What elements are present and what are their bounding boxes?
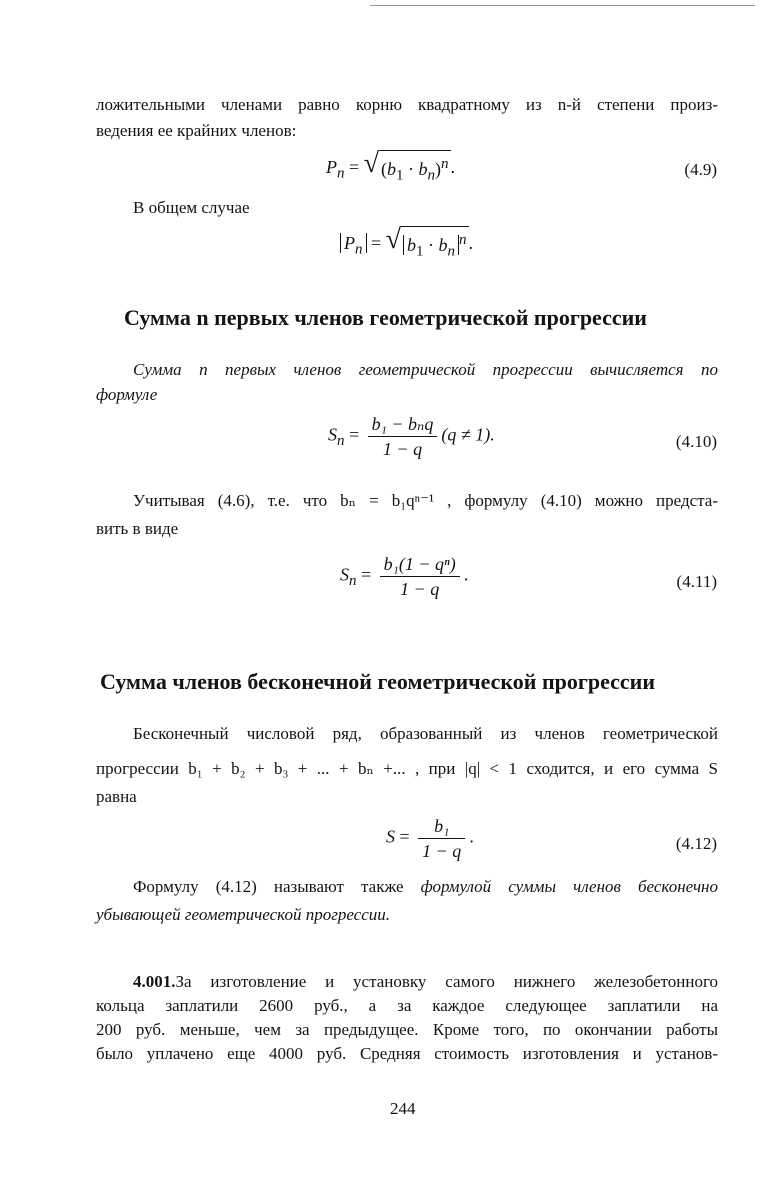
equation-number-4-11: (4.11) [676, 572, 717, 591]
section2-line-3: равна [96, 787, 137, 806]
section-heading-infinite-sum: Сумма членов бесконечной геометрической прогрессии [100, 669, 656, 694]
problem-line-1: 4.001.За изготовление и установку самого нижнего железобетонного [133, 972, 718, 991]
top-rule [370, 5, 755, 6]
general-case-text: В общем случае [133, 198, 250, 217]
section1-italic-line-1: Сумма n первых членов геометрической прогрессии вычисляется по [133, 360, 718, 379]
remark-line-2: убывающей геометрической прогрессии. [96, 905, 390, 924]
intro-line-1: ложительными членами равно корню квадратному из n-й степени произ- [96, 95, 718, 114]
section-heading-sum-n-terms: Сумма n первых членов геометрической прогрессии [124, 305, 647, 330]
problem-line-2: кольца заплатили 2600 руб., а за каждое следующее заплатили на [96, 996, 718, 1015]
problem-line-4: было уплачено еще 4000 руб. Средняя стоимость изготовления и установ- [96, 1044, 718, 1063]
section2-line-1: Бесконечный числовой ряд, образованный из членов геометрической [133, 724, 718, 743]
intro-line-2: ведения ее крайних членов: [96, 121, 297, 140]
page-number: 244 [390, 1099, 416, 1118]
section1-italic-line-2: формуле [96, 385, 158, 404]
formula-4-12: S = $\frac{\text{b₁}}{1 - q}$ . [386, 816, 474, 861]
equation-number-4-12: (4.12) [675, 834, 717, 853]
remark-line-1: Формулу (4.12) называют также формулой суммы членов бесконечно [133, 877, 718, 896]
equation-number-4-10: (4.10) [675, 432, 717, 451]
text-4-11-line-2: вить в виде [96, 519, 179, 538]
formula-4-10: $S_n$ = $\frac{\text{b₁ − bₙq}}{1 - q}$ (q ≠ 1). [328, 414, 495, 459]
formula-4-9: $P_n$ = √ $(b_1 \cdot b_n)^n$ . [326, 150, 455, 188]
equation-number-4-9: (4.9) [684, 160, 717, 179]
formula-abs: $P_n$ = √ $b_1 \cdot b_n^n$ . [340, 226, 473, 264]
formula-4-11: $S_n$ = $\frac{\text{b₁(1 − qⁿ)}}{1 - q}$ . [340, 554, 469, 599]
problem-line-3: 200 руб. меньше, чем за предыдущее. Кроме того, по окончании работы [96, 1020, 718, 1039]
section2-line-2: прогрессии b₁ + b₂ + b₃ + ... + bₙ +... , при |q| < 1 сходится, и его сумма S [96, 759, 718, 778]
text-4-11-line-1: Учитывая (4.6), т.е. что bₙ = b₁qⁿ⁻¹ , формулу (4.10) можно предста- [133, 491, 718, 510]
